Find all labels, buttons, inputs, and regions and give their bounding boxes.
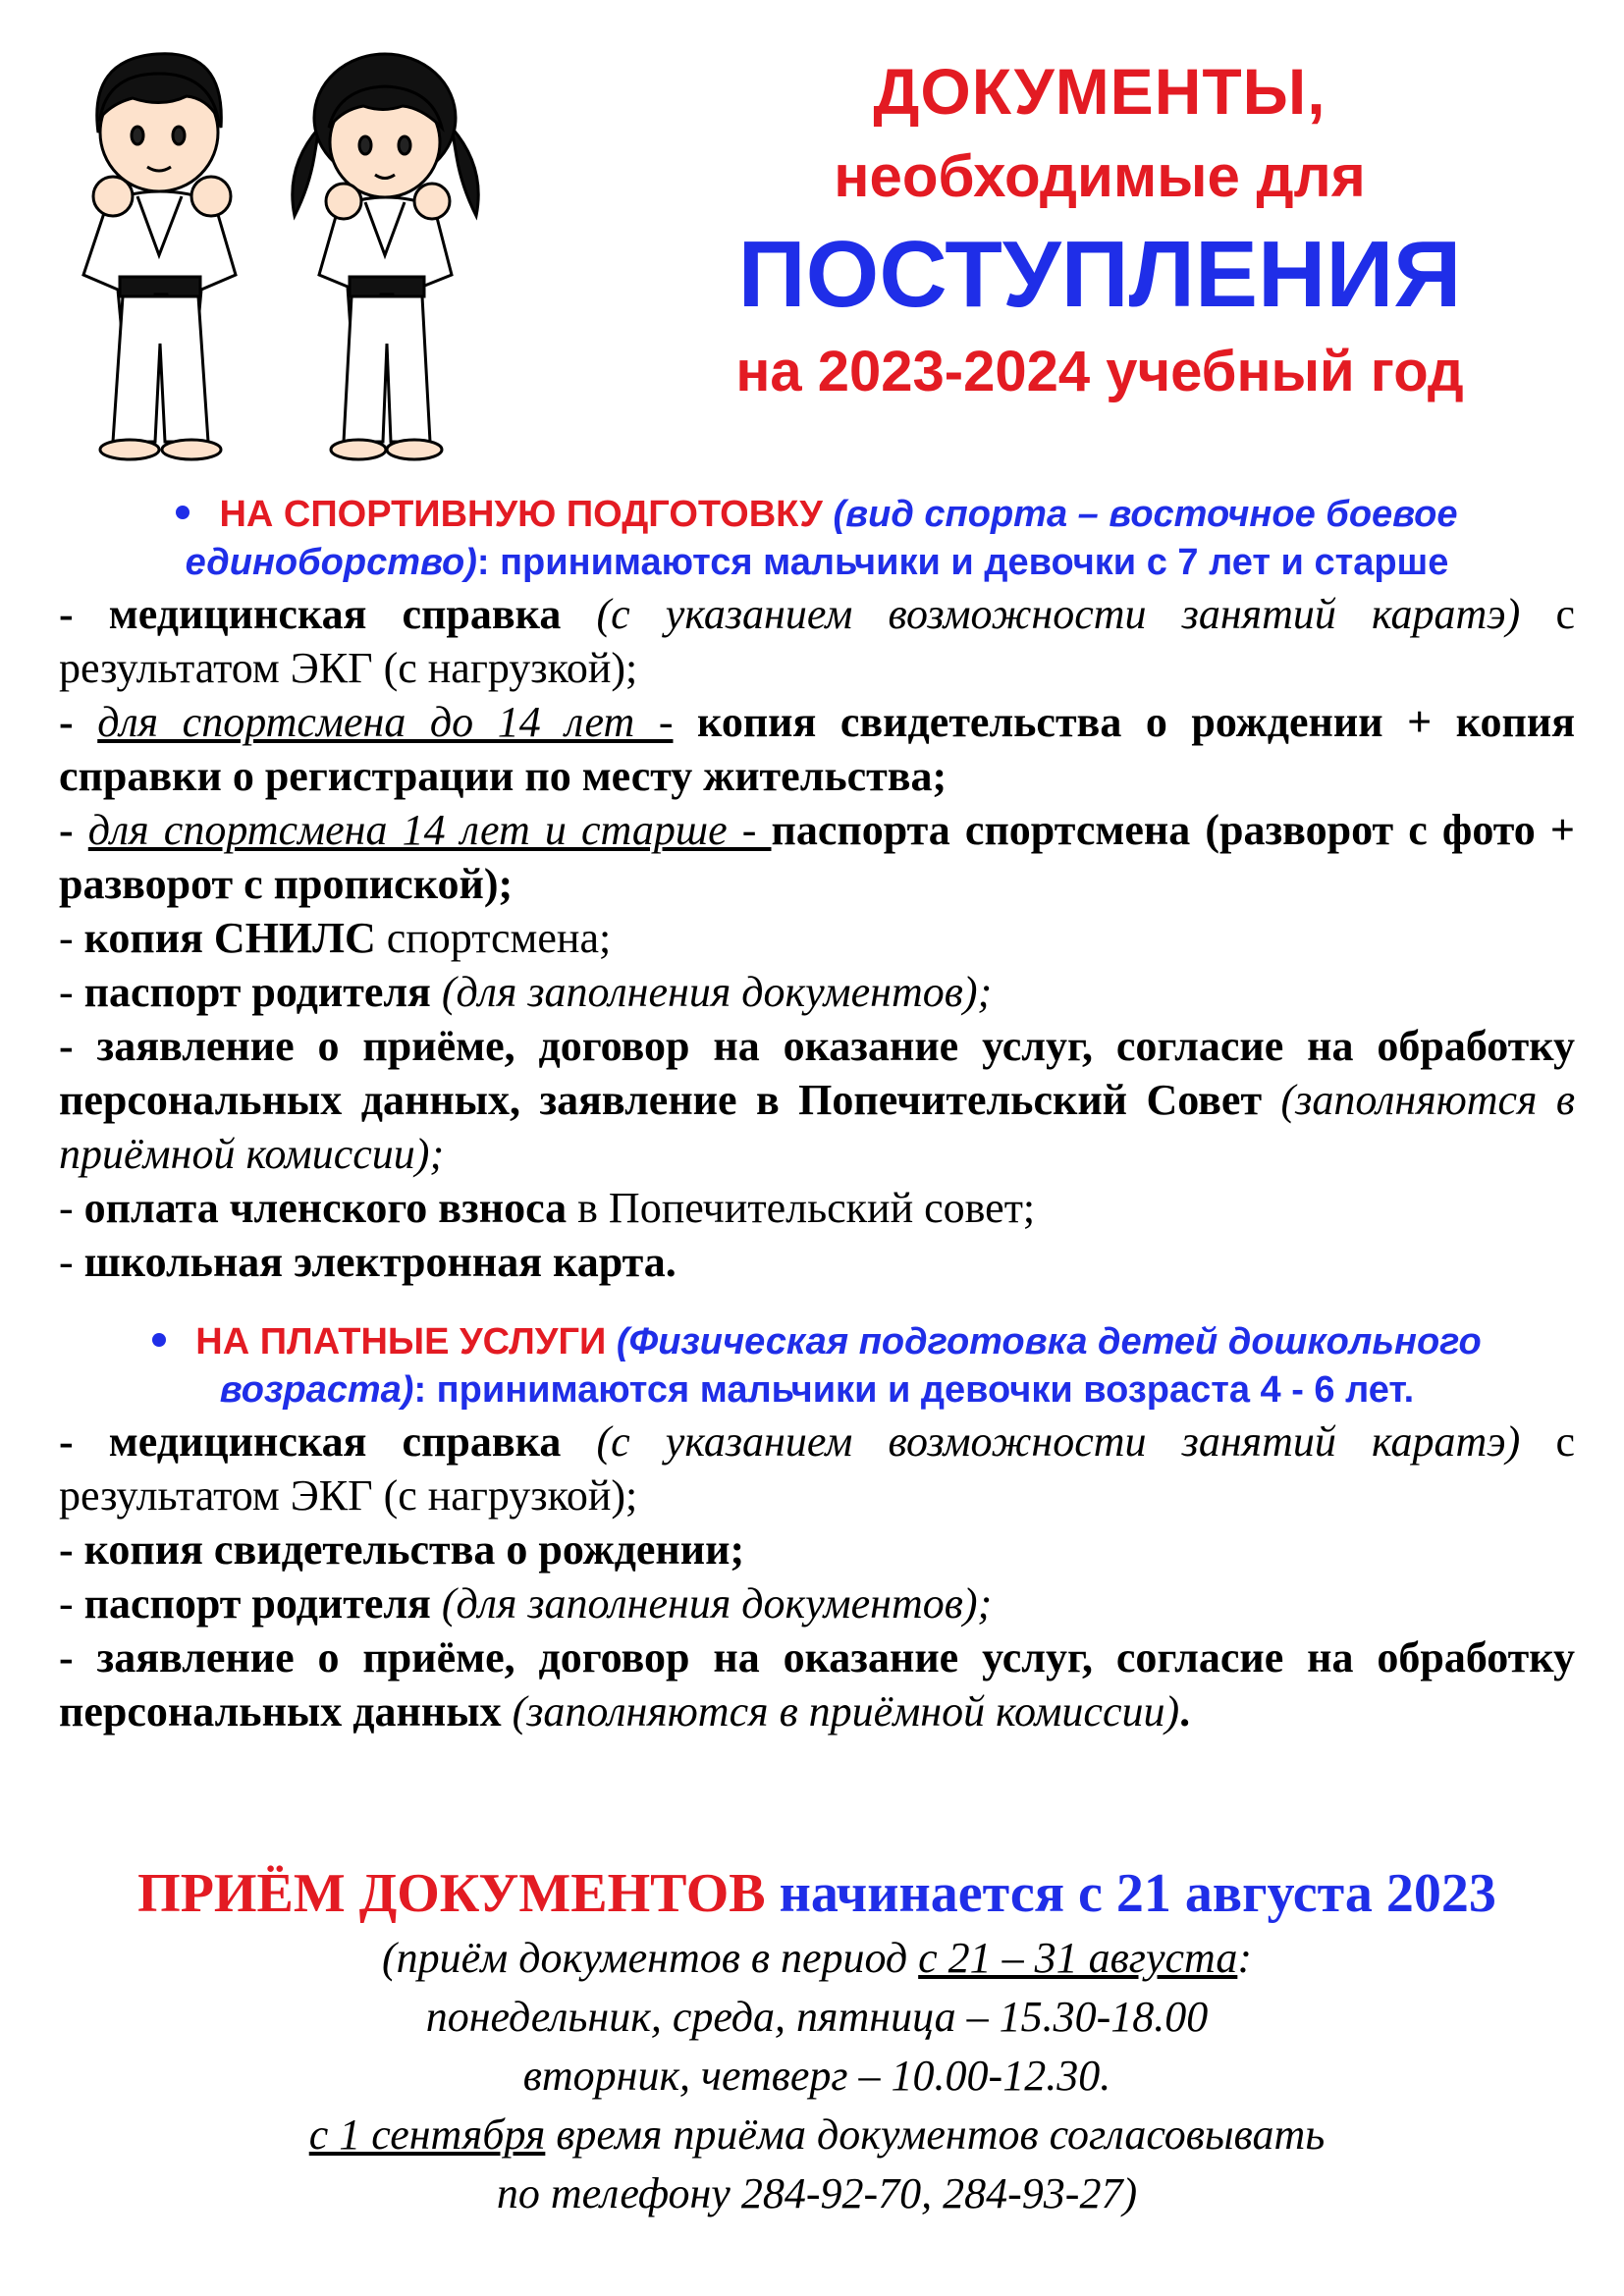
title-admission: ПОСТУПЛЕНИЯ [737,222,1462,327]
title-documents: ДОКУМЕНТЫ, [873,55,1326,128]
karate-girl-icon [293,54,478,459]
heading-rest-part: : принимаются мальчики и девочки возраста 4 - 6 лет. [413,1369,1415,1411]
list-item: - школьная электронная карта. [59,1238,677,1286]
section-paid-services-heading [59,1318,1575,1415]
section-sport-training [59,491,1575,1289]
title-required-for: необходимые для [834,143,1366,209]
list-item: - заявление о приёме, договор на оказание услуг, согласие на обработку персональных данных, заявление в Попечительский Совет (заполняются в приёмной комиссии); [59,1022,1575,1178]
admission-schedule [59,1858,1575,2223]
list-item: - копия свидетельства о рождении; [59,1525,745,1574]
schedule-line: понедельник, среда, пятница – 15.30-18.00 [425,1993,1209,2041]
karate-boy-icon [83,54,236,459]
heading-rest-part: : принимаются мальчики и девочки с 7 лет и старше [476,542,1449,583]
karate-kids-illustration [39,20,589,481]
schedule-line: с 1 сентября время приёма документов согласовывать [308,2110,1326,2159]
list-item: - оплата членского взноса в Попечительский совет; [59,1184,1036,1232]
bullet-icon [152,1333,166,1347]
list-item: - копия СНИЛС спортсмена; [59,914,612,962]
title-academic-year: на 2023-2024 учебный год [735,340,1464,403]
section-sport-training-heading [59,491,1575,587]
schedule-line: (приём документов в период с 21 – 31 августа: [382,1934,1252,1982]
schedule-line: вторник, четверг – 10.00-12.30. [522,2052,1111,2100]
heading-italic-part: (Физическая подготовка детей дошкольного возраста) [219,1321,1482,1411]
heading-red-part: НА СПОРТИВНУЮ ПОДГОТОВКУ [219,494,823,535]
section-paid-services [59,1318,1575,1738]
list-item: - медицинская справка (с указанием возможности занятий каратэ) с результатом ЭКГ (с нагрузкой); [59,590,1576,692]
heading-red-part: НА ПЛАТНЫЕ УСЛУГИ [195,1321,607,1362]
list-item: - паспорт родителя (для заполнения документов); [59,1579,993,1628]
list-item: - паспорт родителя (для заполнения документов); [59,968,993,1016]
bullet-icon [176,506,189,519]
list-item: - медицинская справка (с указанием возможности занятий каратэ) с результатом ЭКГ (с нагрузкой); [59,1417,1576,1520]
phone-line: по телефону 284-92-70, 284-93-27) [496,2169,1138,2217]
list-item: - для спортсмена до 14 лет - копия свидетельства о рождении + копия справки о регистрации по месту жительства; [59,698,1576,800]
admission-start-heading: ПРИЁМ ДОКУМЕНТОВ начинается с 21 августа 2023 [137,1863,1496,1924]
list-item: - заявление о приёме, договор на оказание услуг, согласие на обработку персональных данных (заполняются в приёмной комиссии). [59,1633,1575,1735]
heading-italic-part: (вид спорта – восточное боевое единоборство) [185,494,1458,583]
list-item: - для спортсмена 14 лет и старше - паспорта спортсмена (разворот с фото + разворот с пропиской); [59,806,1575,908]
